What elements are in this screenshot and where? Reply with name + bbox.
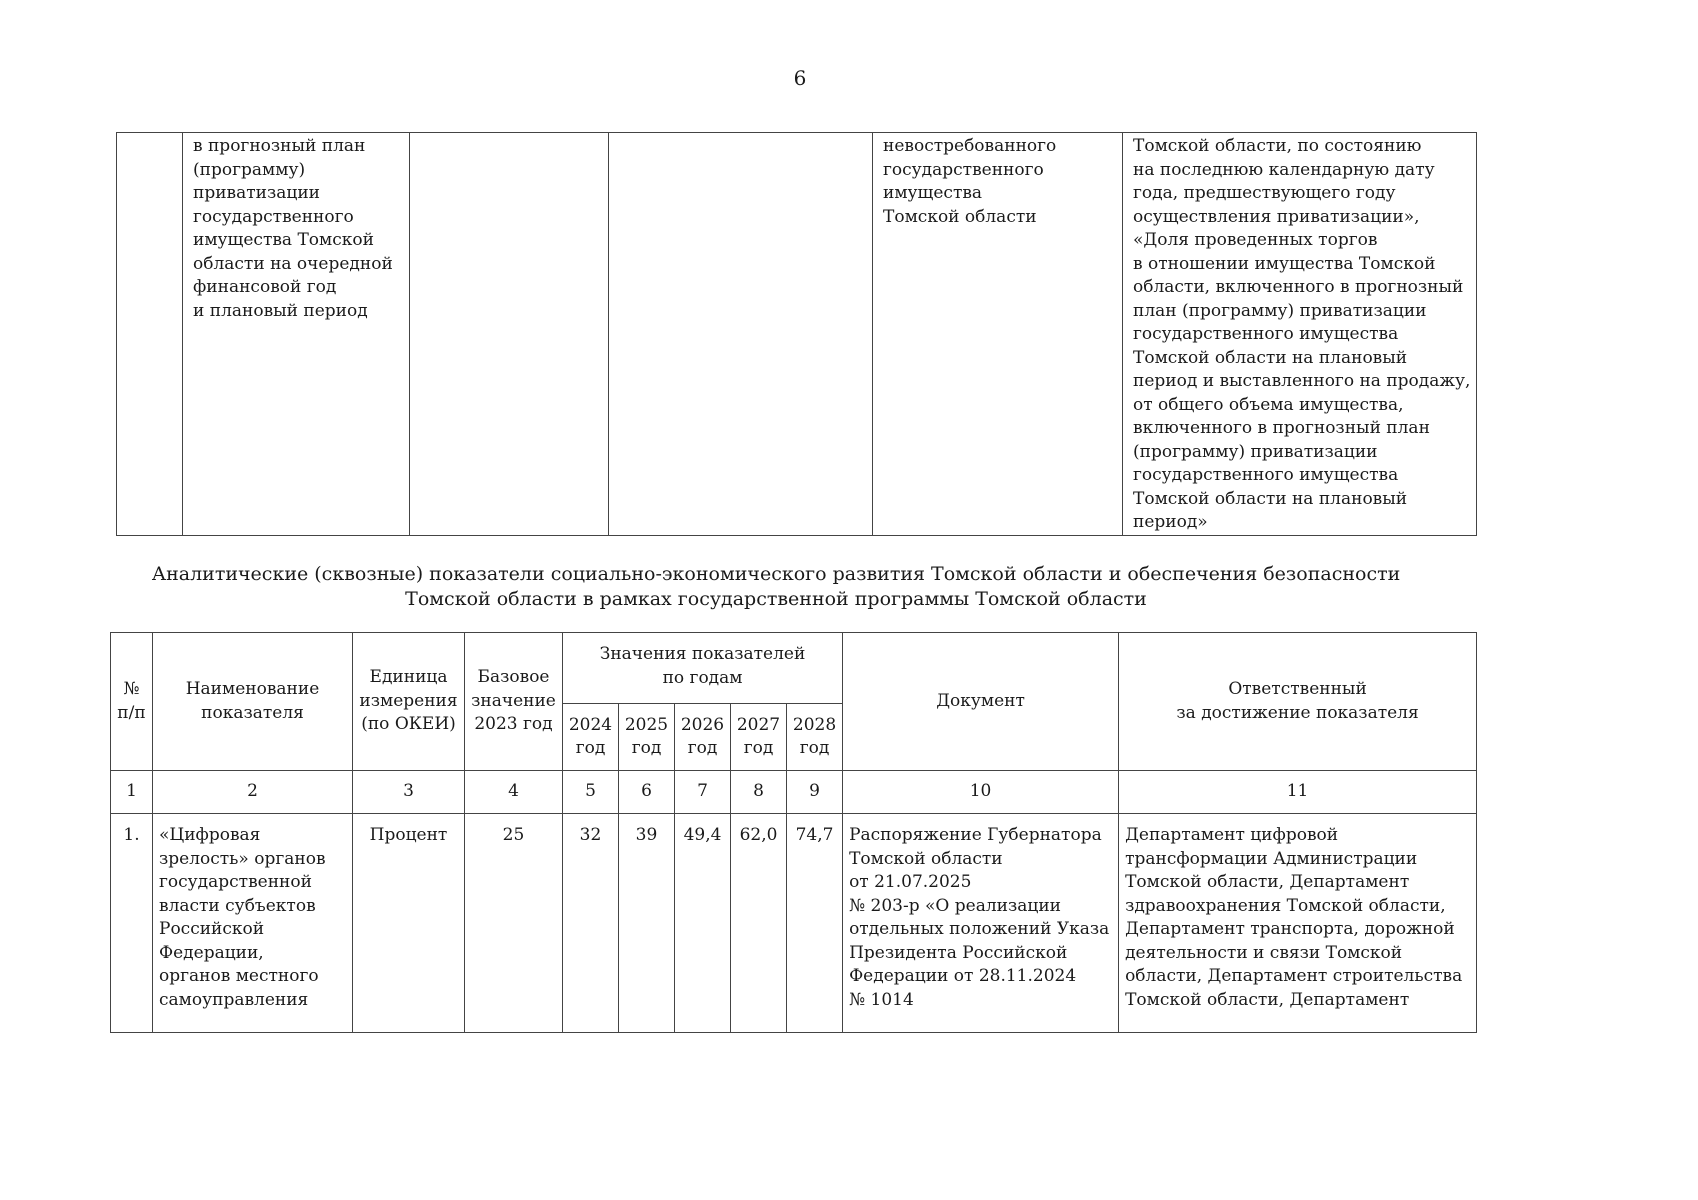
indicator-name: «Цифровая зрелость» органов государственной власти субъектов Российской Федерации, органов местного самоуправления bbox=[153, 814, 353, 1033]
header-values-group: Значения показателей по годам bbox=[563, 633, 843, 704]
responsible-cell: Департамент цифровой трансформации Администрации Томской области, Департамент здравоохранения Томской области, Департамент транспорта, дорожной деятельности и связи Томской области, Департамент строительства Томской области, Департамент bbox=[1119, 814, 1477, 1033]
continuation-doc-cell: невостребованного государственного имущества Томской области bbox=[873, 133, 1123, 536]
continuation-resp-cell: Томской области, по состоянию на последнюю календарную дату года, предшествующего году осуществления приватизации», «Доля проведенных торгов в отношении имущества Томской области, включенного в прогнозный план (программу) приватизации государственного имущества Томской области на плановый период и выставленного на продажу, от общего объема имущества, включенного в прогнозный план (программу) приватизации государственного имущества Томской области на плановый период» bbox=[1123, 133, 1477, 536]
heading-line-1: Аналитические (сквозные) показатели социально-экономического развития Томской области и обеспечения безопасности bbox=[151, 563, 1401, 585]
header-name: Наименование показателя bbox=[153, 633, 353, 771]
column-number: 2 bbox=[153, 771, 353, 814]
header-year-2025: 2025 год bbox=[619, 704, 675, 771]
header-document: Документ bbox=[843, 633, 1119, 771]
continuation-empty-cell-1 bbox=[410, 133, 609, 536]
header-year-2026: 2026 год bbox=[675, 704, 731, 771]
header-year-2028: 2028 год bbox=[787, 704, 843, 771]
header-responsible: Ответственный за достижение показателя bbox=[1119, 633, 1477, 771]
value-2028: 74,7 bbox=[787, 814, 843, 1033]
table-row bbox=[111, 814, 1477, 1033]
row-number: 1. bbox=[111, 814, 153, 1033]
continuation-empty-cell-2 bbox=[609, 133, 873, 536]
column-number: 3 bbox=[353, 771, 465, 814]
column-numbers-row bbox=[111, 771, 1477, 814]
heading-line-2: Томской области в рамках государственной программы Томской области bbox=[405, 588, 1147, 610]
column-number: 8 bbox=[731, 771, 787, 814]
continuation-table bbox=[116, 132, 1477, 536]
column-number: 4 bbox=[465, 771, 563, 814]
continuation-row bbox=[117, 133, 1477, 536]
header-base: Базовое значение 2023 год bbox=[465, 633, 563, 771]
header-year-2024: 2024 год bbox=[563, 704, 619, 771]
column-number: 1 bbox=[111, 771, 153, 814]
document-cell: Распоряжение Губернатора Томской области от 21.07.2025 № 203-р «О реализации отдельных положений Указа Президента Российской Федерации от 28.11.2024 № 1014 bbox=[843, 814, 1119, 1033]
unit-value: Процент bbox=[353, 814, 465, 1033]
value-2027: 62,0 bbox=[731, 814, 787, 1033]
indicators-table bbox=[110, 632, 1477, 1033]
continuation-name-cell: в прогнозный план (программу) приватизации государственного имущества Томской области на очередной финансовой год и плановый период bbox=[183, 133, 410, 536]
base-value: 25 bbox=[465, 814, 563, 1033]
value-2025: 39 bbox=[619, 814, 675, 1033]
header-year-2027: 2027 год bbox=[731, 704, 787, 771]
column-number: 6 bbox=[619, 771, 675, 814]
continuation-no-cell bbox=[117, 133, 183, 536]
section-heading bbox=[0, 562, 1552, 612]
column-number: 11 bbox=[1119, 771, 1477, 814]
column-number: 5 bbox=[563, 771, 619, 814]
header-unit: Единица измерения (по ОКЕИ) bbox=[353, 633, 465, 771]
column-number: 10 bbox=[843, 771, 1119, 814]
header-no: № п/п bbox=[111, 633, 153, 771]
column-number: 7 bbox=[675, 771, 731, 814]
column-number: 9 bbox=[787, 771, 843, 814]
page-number: 6 bbox=[793, 66, 807, 90]
header-row bbox=[111, 633, 1477, 704]
value-2026: 49,4 bbox=[675, 814, 731, 1033]
value-2024: 32 bbox=[563, 814, 619, 1033]
